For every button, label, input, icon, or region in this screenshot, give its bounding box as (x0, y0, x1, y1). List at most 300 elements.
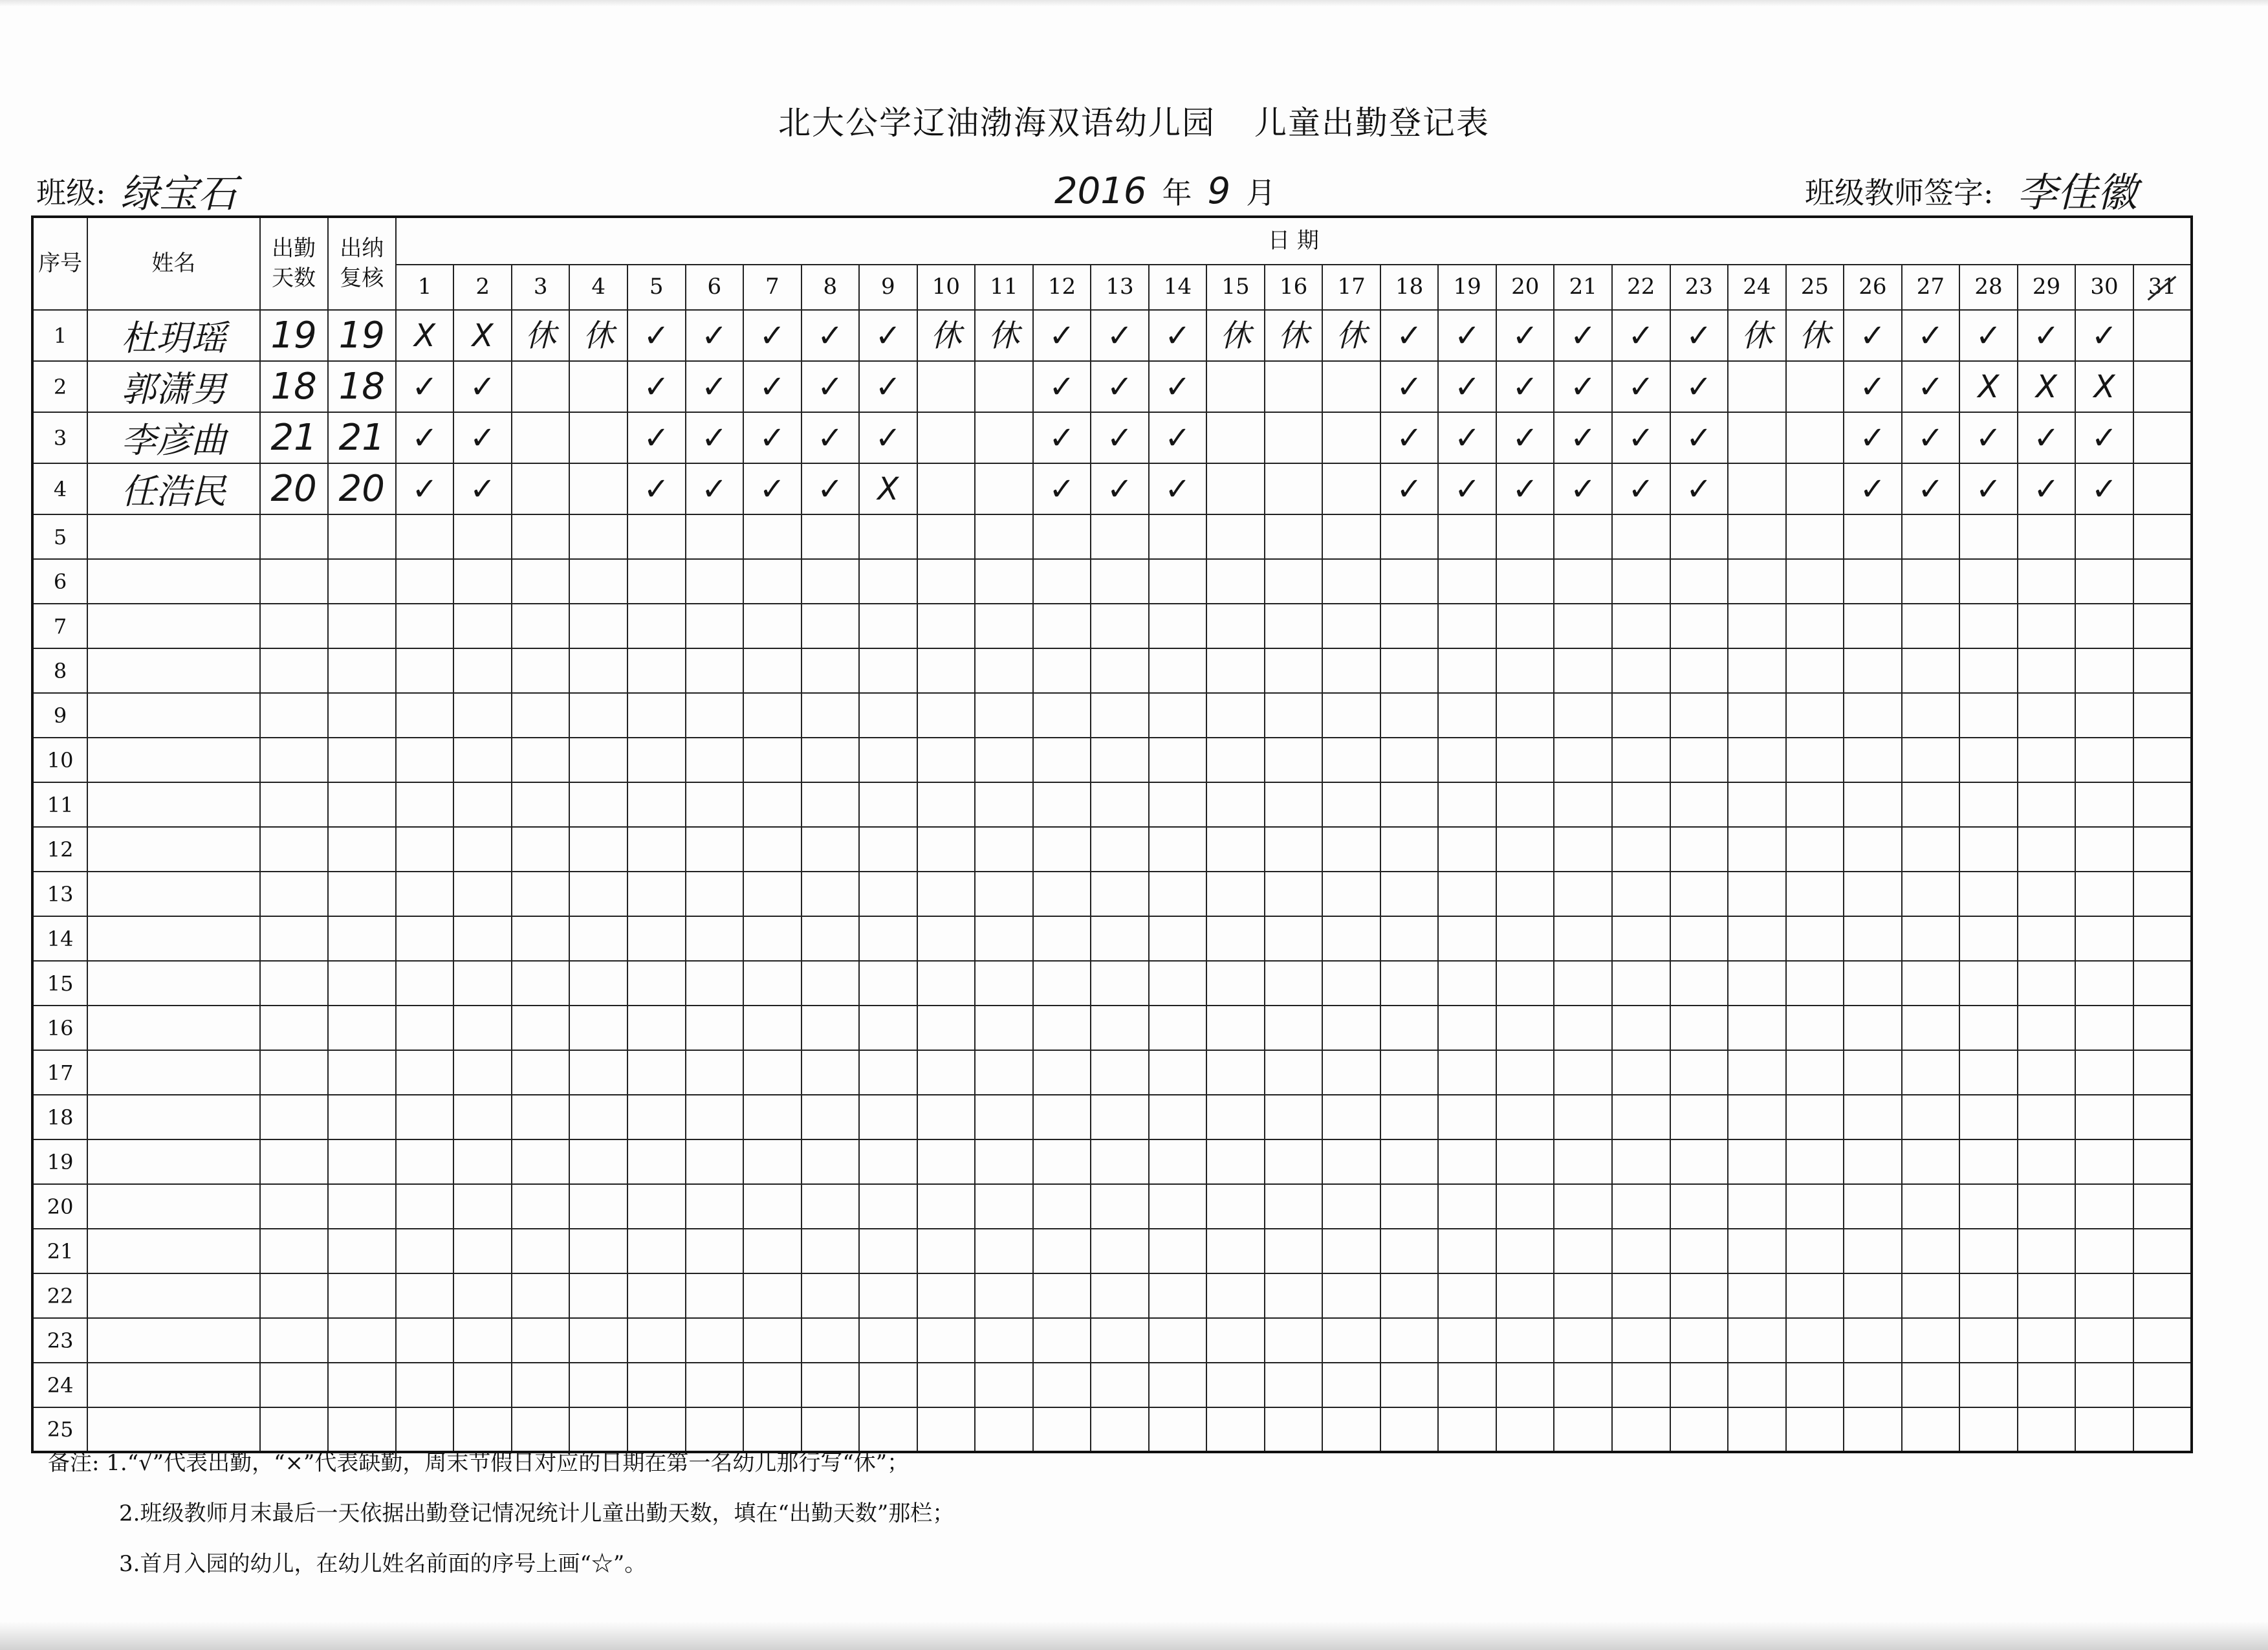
attendance-mark-day-14 (1149, 559, 1207, 604)
row-child-name (87, 1363, 259, 1407)
class-label: 班级: (36, 175, 106, 210)
attendance-mark-day-25 (1786, 782, 1844, 827)
attendance-mark-day-11 (975, 738, 1033, 782)
attendance-mark-day-21: ✓ (1554, 463, 1612, 514)
day-header-24: 24 (1728, 265, 1786, 310)
attendance-mark-day-20 (1496, 604, 1554, 648)
attendance-mark-day-30: ✓ (2075, 412, 2133, 463)
attendance-mark-day-16 (1265, 1050, 1323, 1095)
attendance-mark-day-23 (1670, 872, 1728, 916)
attendance-mark-day-1 (396, 514, 454, 559)
attendance-mark-day-10 (917, 514, 976, 559)
row-review-days (328, 916, 396, 961)
attendance-mark-day-15 (1206, 961, 1265, 1006)
attendance-mark-day-2: ✓ (453, 463, 512, 514)
attendance-mark-day-10 (917, 738, 976, 782)
attendance-mark-day-1 (396, 872, 454, 916)
attendance-mark-day-11: 休 (975, 310, 1033, 361)
attendance-mark-day-3 (512, 463, 570, 514)
attendance-mark-day-15 (1206, 693, 1265, 738)
row-attendance-days (260, 1363, 328, 1407)
row-review-days (328, 514, 396, 559)
attendance-mark-day-17 (1322, 693, 1380, 738)
attendance-mark-day-5 (627, 738, 686, 782)
attendance-mark-day-9 (859, 648, 917, 693)
attendance-mark-day-12 (1033, 1006, 1091, 1050)
attendance-mark-day-31 (2133, 559, 2192, 604)
attendance-mark-day-6 (686, 1139, 744, 1184)
row-child-name (87, 961, 259, 1006)
attendance-mark-day-14: ✓ (1149, 463, 1207, 514)
attendance-mark-day-16 (1265, 1318, 1323, 1363)
attendance-mark-day-5 (627, 827, 686, 872)
attendance-mark-day-2 (453, 1006, 512, 1050)
table-row (32, 827, 2192, 872)
attendance-mark-day-3 (512, 1006, 570, 1050)
attendance-mark-day-2 (453, 827, 512, 872)
attendance-mark-day-13 (1091, 693, 1149, 738)
attendance-mark-day-16 (1265, 693, 1323, 738)
teacher-signature-label: 班级教师签字: (1805, 175, 1994, 210)
attendance-mark-day-2 (453, 1363, 512, 1407)
attendance-mark-day-1 (396, 1273, 454, 1318)
attendance-mark-day-16: 休 (1265, 310, 1323, 361)
attendance-mark-day-20 (1496, 1184, 1554, 1229)
attendance-mark-day-20 (1496, 872, 1554, 916)
attendance-mark-day-29: X (2018, 361, 2076, 412)
attendance-mark-day-19 (1438, 872, 1496, 916)
attendance-mark-day-8 (801, 1139, 860, 1184)
class-value: 绿宝石 (120, 171, 237, 217)
attendance-mark-day-10 (917, 604, 976, 648)
attendance-mark-day-16 (1265, 738, 1323, 782)
attendance-mark-day-17 (1322, 961, 1380, 1006)
attendance-mark-day-15 (1206, 1139, 1265, 1184)
row-attendance-days (260, 827, 328, 872)
attendance-mark-day-8: ✓ (801, 361, 860, 412)
attendance-mark-day-23 (1670, 1273, 1728, 1318)
attendance-mark-day-22 (1612, 604, 1670, 648)
row-child-name (87, 1095, 259, 1139)
attendance-mark-day-26 (1844, 1095, 1902, 1139)
row-seq: 12 (32, 827, 87, 872)
attendance-mark-day-29 (2018, 1407, 2076, 1452)
attendance-mark-day-25 (1786, 559, 1844, 604)
attendance-mark-day-13 (1091, 961, 1149, 1006)
table-row (32, 604, 2192, 648)
attendance-mark-day-7 (743, 1229, 801, 1273)
attendance-mark-day-20 (1496, 738, 1554, 782)
attendance-mark-day-18 (1380, 782, 1439, 827)
attendance-mark-day-22 (1612, 916, 1670, 961)
attendance-mark-day-17 (1322, 1139, 1380, 1184)
row-attendance-days: 19 (260, 310, 328, 361)
attendance-mark-day-3 (512, 1050, 570, 1095)
attendance-mark-day-31 (2133, 1050, 2192, 1095)
table-row (32, 961, 2192, 1006)
attendance-mark-day-30: ✓ (2075, 463, 2133, 514)
attendance-mark-day-1 (396, 559, 454, 604)
attendance-mark-day-30 (2075, 961, 2133, 1006)
attendance-mark-day-27 (1902, 738, 1960, 782)
attendance-mark-day-15 (1206, 514, 1265, 559)
attendance-mark-day-20 (1496, 514, 1554, 559)
attendance-mark-day-28 (1959, 1139, 2018, 1184)
attendance-mark-day-14 (1149, 782, 1207, 827)
attendance-mark-day-15 (1206, 1363, 1265, 1407)
attendance-mark-day-24 (1728, 827, 1786, 872)
attendance-mark-day-1 (396, 827, 454, 872)
attendance-mark-day-11 (975, 872, 1033, 916)
day-header-9: 9 (859, 265, 917, 310)
attendance-mark-day-15 (1206, 559, 1265, 604)
table-row (32, 361, 2192, 412)
attendance-mark-day-17 (1322, 1095, 1380, 1139)
header-review-line1: 出纳 (340, 235, 384, 261)
table-row (32, 1050, 2192, 1095)
attendance-mark-day-15 (1206, 872, 1265, 916)
attendance-mark-day-26 (1844, 648, 1902, 693)
row-review-days (328, 872, 396, 916)
row-attendance-days (260, 1184, 328, 1229)
attendance-mark-day-28 (1959, 738, 2018, 782)
attendance-mark-day-1 (396, 648, 454, 693)
attendance-mark-day-16 (1265, 514, 1323, 559)
attendance-mark-day-27 (1902, 1407, 1960, 1452)
row-attendance-days (260, 648, 328, 693)
attendance-mark-day-25 (1786, 1229, 1844, 1273)
attendance-mark-day-24 (1728, 782, 1786, 827)
attendance-mark-day-16 (1265, 1095, 1323, 1139)
day-header-5: 5 (627, 265, 686, 310)
row-review-days (328, 1006, 396, 1050)
attendance-mark-day-11 (975, 961, 1033, 1006)
row-seq: 23 (32, 1318, 87, 1363)
attendance-mark-day-4 (569, 604, 627, 648)
attendance-mark-day-13 (1091, 916, 1149, 961)
attendance-mark-day-29 (2018, 559, 2076, 604)
attendance-mark-day-30 (2075, 604, 2133, 648)
attendance-mark-day-2: X (453, 310, 512, 361)
row-child-name (87, 1318, 259, 1363)
attendance-mark-day-28: X (1959, 361, 2018, 412)
attendance-mark-day-23: ✓ (1670, 310, 1728, 361)
attendance-mark-day-26 (1844, 1050, 1902, 1095)
attendance-mark-day-9 (859, 1095, 917, 1139)
attendance-mark-day-19: ✓ (1438, 310, 1496, 361)
attendance-mark-day-5 (627, 1095, 686, 1139)
attendance-mark-day-4 (569, 514, 627, 559)
attendance-mark-day-23 (1670, 559, 1728, 604)
row-review-days (328, 1184, 396, 1229)
attendance-mark-day-13 (1091, 872, 1149, 916)
attendance-mark-day-28 (1959, 514, 2018, 559)
year-unit: 年 (1162, 175, 1192, 210)
form-name: 儿童出勤登记表 (1254, 104, 1490, 142)
attendance-mark-day-19 (1438, 1229, 1496, 1273)
attendance-mark-day-9: X (859, 463, 917, 514)
attendance-mark-day-29 (2018, 872, 2076, 916)
attendance-mark-day-15: 休 (1206, 310, 1265, 361)
attendance-mark-day-11 (975, 1095, 1033, 1139)
attendance-mark-day-5 (627, 1139, 686, 1184)
table-row (32, 1006, 2192, 1050)
attendance-mark-day-16 (1265, 1229, 1323, 1273)
attendance-mark-day-8 (801, 648, 860, 693)
attendance-mark-day-25 (1786, 1363, 1844, 1407)
attendance-mark-day-2 (453, 872, 512, 916)
attendance-mark-day-9 (859, 559, 917, 604)
attendance-mark-day-3 (512, 1363, 570, 1407)
attendance-mark-day-4 (569, 1363, 627, 1407)
attendance-mark-day-4 (569, 1318, 627, 1363)
attendance-mark-day-2 (453, 1273, 512, 1318)
attendance-mark-day-1 (396, 1006, 454, 1050)
attendance-mark-day-12 (1033, 559, 1091, 604)
attendance-mark-day-8: ✓ (801, 463, 860, 514)
attendance-mark-day-23 (1670, 1229, 1728, 1273)
notes (48, 1438, 954, 1589)
row-seq: 25 (32, 1407, 87, 1452)
attendance-mark-day-7 (743, 1095, 801, 1139)
attendance-mark-day-22 (1612, 1006, 1670, 1050)
row-attendance-days: 21 (260, 412, 328, 463)
attendance-mark-day-2: ✓ (453, 412, 512, 463)
attendance-mark-day-12 (1033, 1050, 1091, 1095)
attendance-mark-day-3 (512, 1139, 570, 1184)
attendance-mark-day-18 (1380, 648, 1439, 693)
attendance-mark-day-28 (1959, 1184, 2018, 1229)
attendance-mark-day-21 (1554, 782, 1612, 827)
attendance-mark-day-3: 休 (512, 310, 570, 361)
attendance-mark-day-22 (1612, 693, 1670, 738)
attendance-mark-day-20: ✓ (1496, 463, 1554, 514)
attendance-mark-day-22 (1612, 514, 1670, 559)
attendance-mark-day-7 (743, 1318, 801, 1363)
row-attendance-days (260, 916, 328, 961)
attendance-mark-day-14: ✓ (1149, 310, 1207, 361)
attendance-mark-day-10 (917, 1229, 976, 1273)
attendance-mark-day-6 (686, 1006, 744, 1050)
attendance-mark-day-13 (1091, 1050, 1149, 1095)
row-child-name (87, 1184, 259, 1229)
attendance-mark-day-20: ✓ (1496, 361, 1554, 412)
attendance-mark-day-31 (2133, 1318, 2192, 1363)
row-attendance-days (260, 872, 328, 916)
attendance-mark-day-1: ✓ (396, 361, 454, 412)
attendance-mark-day-31 (2133, 463, 2192, 514)
attendance-mark-day-30 (2075, 693, 2133, 738)
attendance-mark-day-2 (453, 1229, 512, 1273)
attendance-mark-day-3 (512, 738, 570, 782)
attendance-mark-day-4 (569, 1273, 627, 1318)
attendance-mark-day-21 (1554, 1318, 1612, 1363)
row-review-days (328, 604, 396, 648)
attendance-mark-day-5 (627, 782, 686, 827)
attendance-mark-day-23 (1670, 738, 1728, 782)
attendance-mark-day-18: ✓ (1380, 310, 1439, 361)
row-seq: 20 (32, 1184, 87, 1229)
attendance-mark-day-7 (743, 514, 801, 559)
attendance-mark-day-31 (2133, 872, 2192, 916)
year-value: 2016 (1054, 170, 1147, 212)
attendance-mark-day-13 (1091, 1229, 1149, 1273)
attendance-mark-day-20 (1496, 1050, 1554, 1095)
day-header-16: 16 (1265, 265, 1323, 310)
attendance-mark-day-3 (512, 872, 570, 916)
attendance-mark-day-25 (1786, 361, 1844, 412)
row-review-days (328, 961, 396, 1006)
attendance-mark-day-14 (1149, 872, 1207, 916)
table-row (32, 1095, 2192, 1139)
attendance-mark-day-14 (1149, 1407, 1207, 1452)
attendance-mark-day-9 (859, 1363, 917, 1407)
attendance-mark-day-18 (1380, 1184, 1439, 1229)
attendance-mark-day-3 (512, 604, 570, 648)
attendance-mark-day-24 (1728, 1139, 1786, 1184)
row-child-name (87, 1229, 259, 1273)
row-seq: 17 (32, 1050, 87, 1095)
attendance-mark-day-21 (1554, 1363, 1612, 1407)
attendance-mark-day-24 (1728, 1184, 1786, 1229)
row-child-name: 李彦曲 (87, 412, 259, 463)
attendance-mark-day-6: ✓ (686, 361, 744, 412)
attendance-mark-day-4 (569, 648, 627, 693)
attendance-mark-day-5 (627, 1363, 686, 1407)
attendance-mark-day-22 (1612, 827, 1670, 872)
attendance-mark-day-10: 休 (917, 310, 976, 361)
attendance-mark-day-21 (1554, 514, 1612, 559)
attendance-mark-day-4 (569, 872, 627, 916)
attendance-mark-day-1 (396, 961, 454, 1006)
row-review-days (328, 1139, 396, 1184)
attendance-mark-day-30 (2075, 1095, 2133, 1139)
attendance-mark-day-9 (859, 693, 917, 738)
attendance-mark-day-6 (686, 604, 744, 648)
day-header-22: 22 (1612, 265, 1670, 310)
attendance-mark-day-24 (1728, 961, 1786, 1006)
row-review-days (328, 1050, 396, 1095)
attendance-mark-day-19 (1438, 961, 1496, 1006)
attendance-mark-day-25 (1786, 916, 1844, 961)
month-unit: 月 (1246, 175, 1276, 210)
row-attendance-days (260, 1050, 328, 1095)
attendance-mark-day-18 (1380, 1407, 1439, 1452)
attendance-mark-day-6 (686, 1273, 744, 1318)
attendance-mark-day-25 (1786, 1050, 1844, 1095)
attendance-mark-day-13 (1091, 1006, 1149, 1050)
attendance-mark-day-31 (2133, 412, 2192, 463)
attendance-mark-day-28 (1959, 1229, 2018, 1273)
attendance-mark-day-29 (2018, 1050, 2076, 1095)
attendance-mark-day-23 (1670, 1006, 1728, 1050)
attendance-mark-day-29 (2018, 1184, 2076, 1229)
row-seq: 5 (32, 514, 87, 559)
attendance-mark-day-7 (743, 1006, 801, 1050)
attendance-mark-day-18 (1380, 961, 1439, 1006)
row-review-days: 20 (328, 463, 396, 514)
attendance-mark-day-26 (1844, 559, 1902, 604)
attendance-mark-day-21 (1554, 738, 1612, 782)
day-header-25: 25 (1786, 265, 1844, 310)
row-attendance-days (260, 604, 328, 648)
attendance-mark-day-13 (1091, 782, 1149, 827)
attendance-mark-day-8 (801, 1318, 860, 1363)
row-seq: 22 (32, 1273, 87, 1318)
attendance-mark-day-8 (801, 738, 860, 782)
table-row (32, 514, 2192, 559)
attendance-mark-day-4 (569, 1095, 627, 1139)
attendance-mark-day-15 (1206, 1006, 1265, 1050)
attendance-mark-day-14: ✓ (1149, 361, 1207, 412)
attendance-mark-day-4 (569, 463, 627, 514)
attendance-mark-day-30: X (2075, 361, 2133, 412)
attendance-mark-day-19 (1438, 604, 1496, 648)
row-review-days: 21 (328, 412, 396, 463)
attendance-mark-day-11 (975, 648, 1033, 693)
row-attendance-days (260, 961, 328, 1006)
attendance-mark-day-13 (1091, 1363, 1149, 1407)
attendance-mark-day-6 (686, 1363, 744, 1407)
attendance-mark-day-25 (1786, 463, 1844, 514)
row-seq: 10 (32, 738, 87, 782)
attendance-mark-day-27 (1902, 1050, 1960, 1095)
attendance-mark-day-24 (1728, 1095, 1786, 1139)
attendance-mark-day-8 (801, 782, 860, 827)
attendance-mark-day-6 (686, 1050, 744, 1095)
attendance-mark-day-5: ✓ (627, 310, 686, 361)
attendance-mark-day-23 (1670, 916, 1728, 961)
day-header-1: 1 (396, 265, 454, 310)
attendance-mark-day-14 (1149, 1050, 1207, 1095)
attendance-mark-day-25 (1786, 648, 1844, 693)
attendance-mark-day-20 (1496, 782, 1554, 827)
attendance-mark-day-2 (453, 782, 512, 827)
attendance-mark-day-18 (1380, 1318, 1439, 1363)
attendance-mark-day-17 (1322, 872, 1380, 916)
attendance-mark-day-11 (975, 412, 1033, 463)
attendance-mark-day-29 (2018, 782, 2076, 827)
attendance-mark-day-18: ✓ (1380, 412, 1439, 463)
attendance-mark-day-26: ✓ (1844, 463, 1902, 514)
attendance-mark-day-21 (1554, 693, 1612, 738)
attendance-mark-day-22 (1612, 648, 1670, 693)
attendance-mark-day-10 (917, 412, 976, 463)
attendance-mark-day-20 (1496, 559, 1554, 604)
attendance-mark-day-13 (1091, 1273, 1149, 1318)
attendance-mark-day-29 (2018, 827, 2076, 872)
attendance-mark-day-26 (1844, 827, 1902, 872)
attendance-mark-day-12 (1033, 782, 1091, 827)
attendance-mark-day-31 (2133, 310, 2192, 361)
attendance-mark-day-16 (1265, 827, 1323, 872)
header-name: 姓名 (87, 217, 259, 310)
attendance-mark-day-19 (1438, 559, 1496, 604)
attendance-mark-day-4 (569, 1139, 627, 1184)
attendance-mark-day-27 (1902, 693, 1960, 738)
attendance-mark-day-21 (1554, 916, 1612, 961)
day-header-27: 27 (1902, 265, 1960, 310)
attendance-mark-day-29 (2018, 604, 2076, 648)
day-header-29: 29 (2018, 265, 2076, 310)
attendance-mark-day-13 (1091, 1095, 1149, 1139)
attendance-mark-day-27 (1902, 961, 1960, 1006)
attendance-mark-day-2 (453, 1318, 512, 1363)
day-header-18: 18 (1380, 265, 1439, 310)
row-attendance-days: 20 (260, 463, 328, 514)
attendance-mark-day-21 (1554, 648, 1612, 693)
attendance-mark-day-1: X (396, 310, 454, 361)
